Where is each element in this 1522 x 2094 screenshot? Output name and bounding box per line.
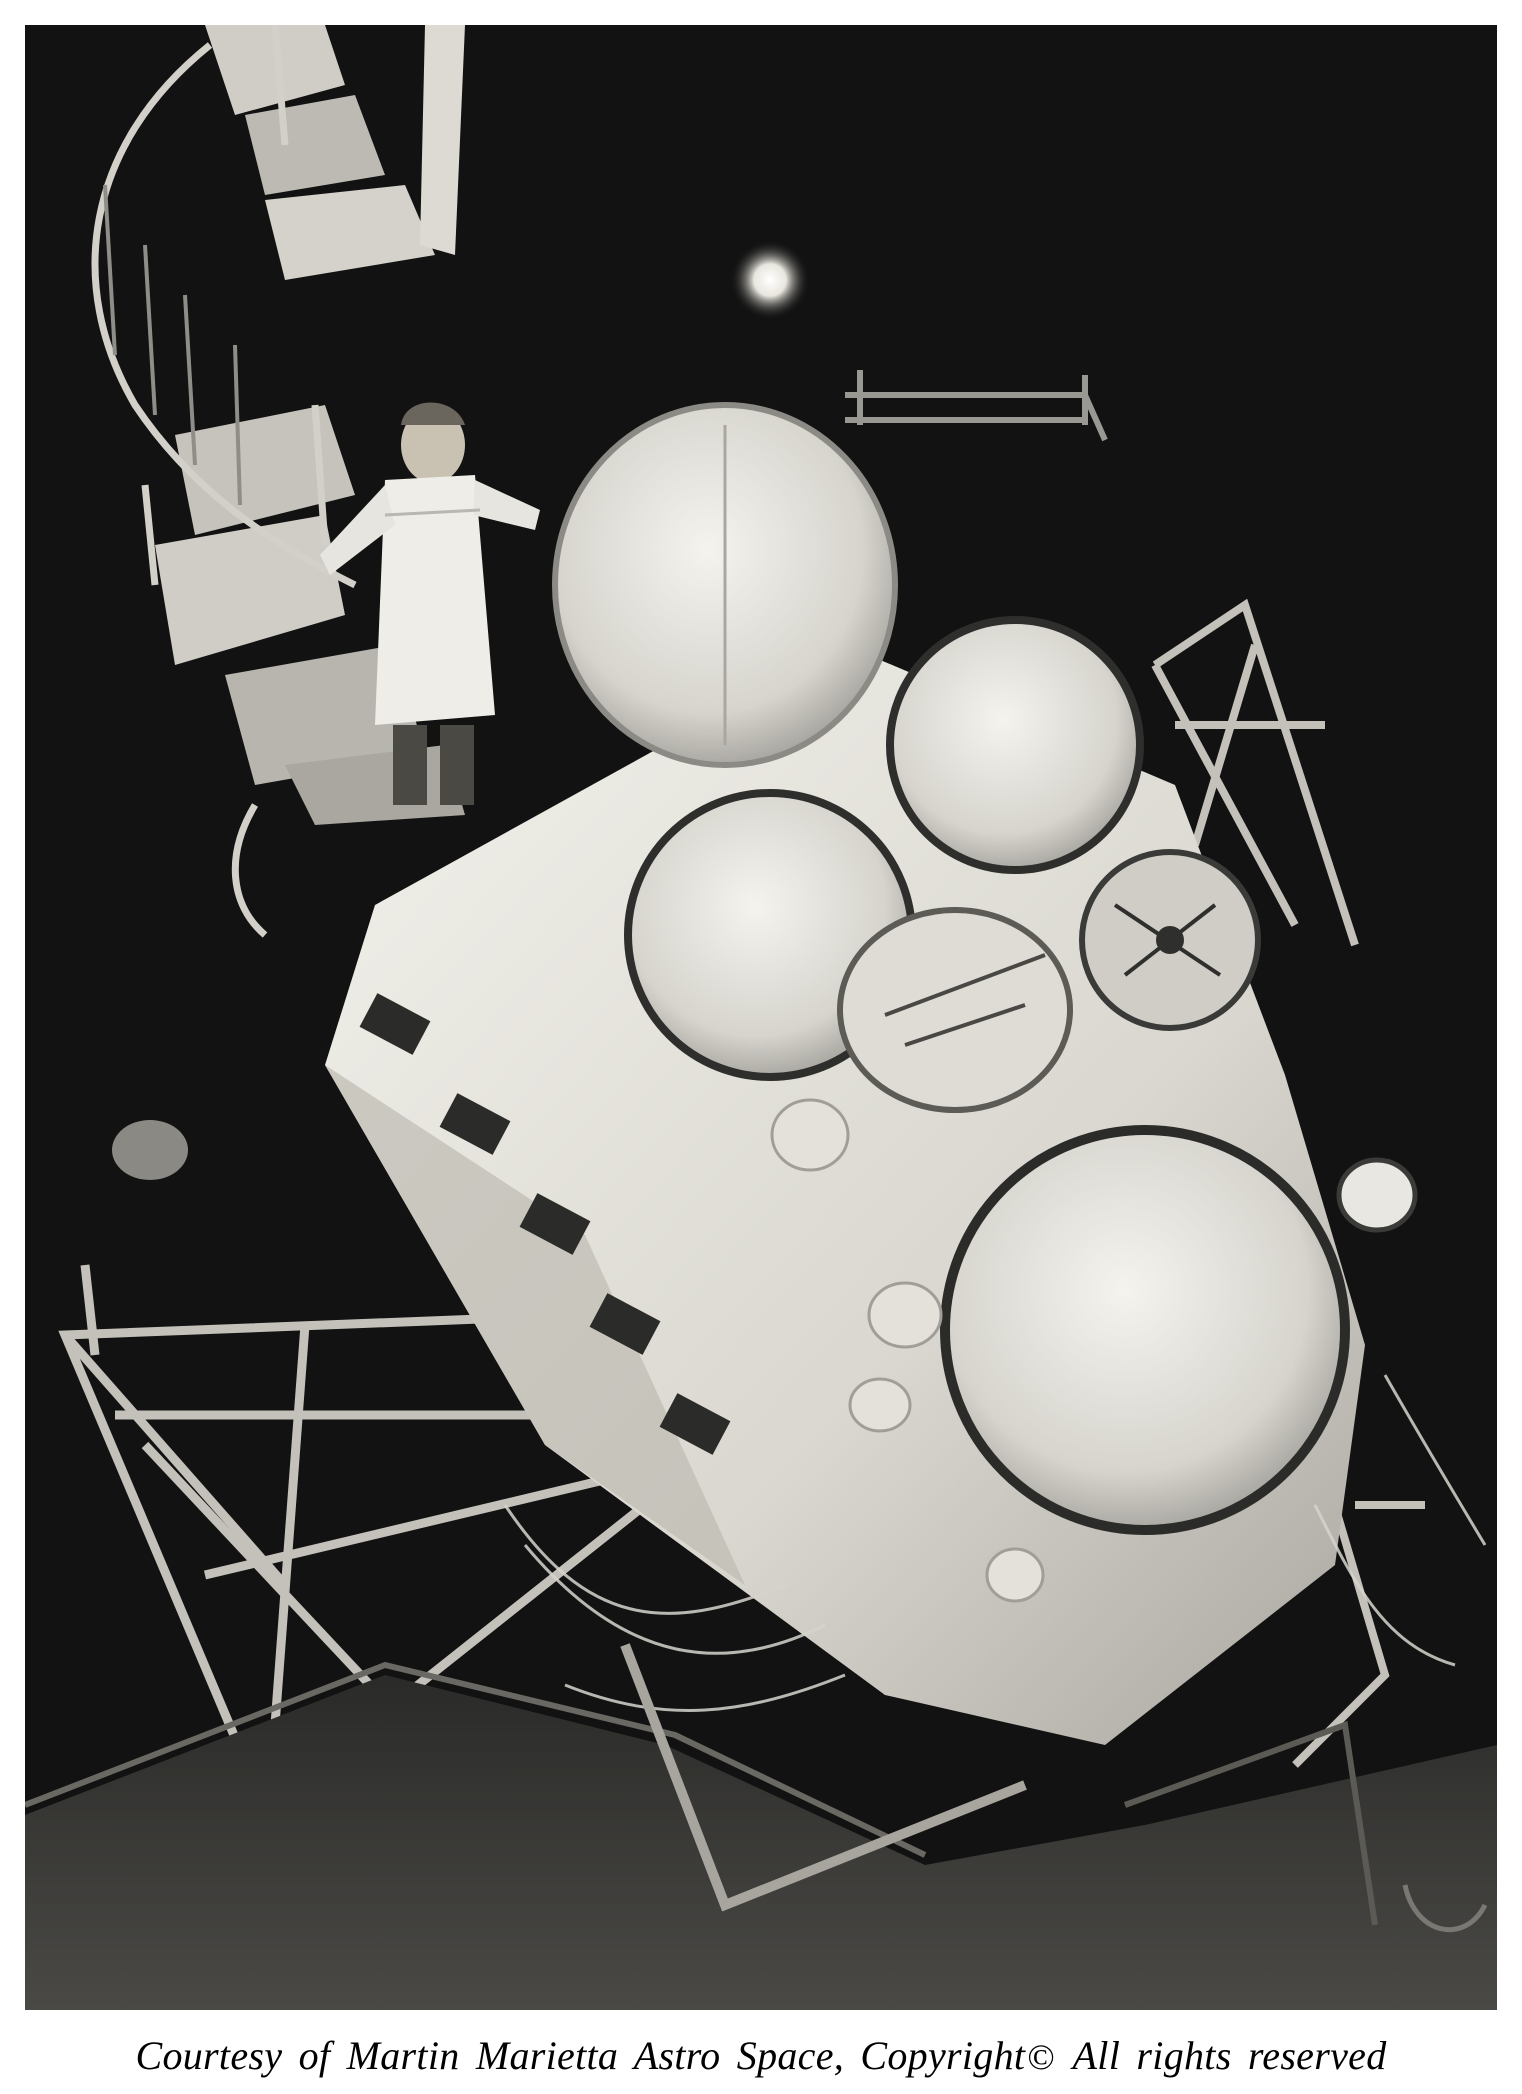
satellite-photograph [25,25,1497,2010]
photo-credit-caption [0,2030,1522,2082]
work-lamp [112,1120,188,1180]
caption-text-after: All rights reserved [1056,2033,1387,2078]
photo-illustration [25,25,1497,2010]
reflector-top-right [890,620,1140,870]
caption-text-before: Courtesy of Martin Marietta Astro Space, Copyright [135,2033,1026,2078]
side-sensor [1339,1160,1415,1230]
reflector-large [945,1130,1345,1530]
copyright-symbol: © [1027,2037,1055,2077]
ceiling-lamp [730,240,810,320]
center-cylinder [840,910,1070,1110]
